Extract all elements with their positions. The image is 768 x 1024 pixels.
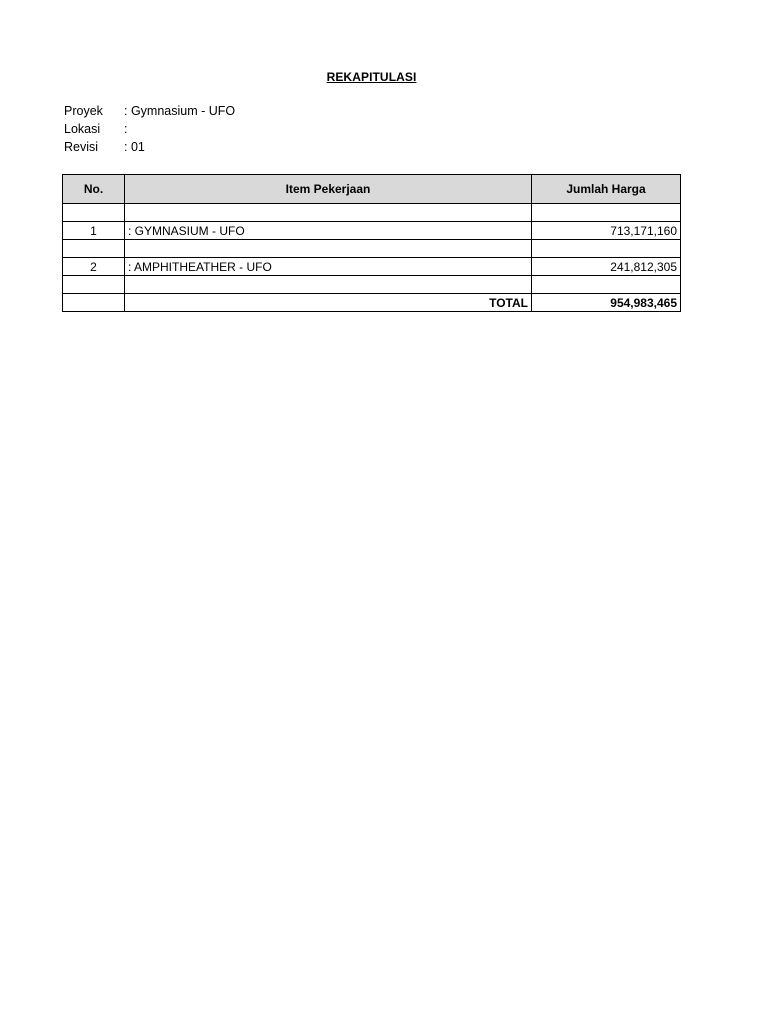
header-item: Item Pekerjaan — [125, 175, 532, 204]
empty-cell — [532, 204, 681, 222]
row-number: 2 — [63, 258, 125, 276]
empty-cell — [63, 294, 125, 312]
total-value: 954,983,465 — [532, 294, 681, 312]
table-row — [63, 258, 681, 276]
row-amount: 241,812,305 — [532, 258, 681, 276]
project-value: : Gymnasium - UFO — [124, 104, 236, 118]
spacer-row — [63, 240, 681, 258]
project-row — [64, 102, 235, 120]
empty-cell — [125, 204, 532, 222]
recap-table — [62, 174, 681, 312]
empty-cell — [125, 276, 532, 294]
location-label: Lokasi — [64, 122, 101, 136]
row-number: 1 — [63, 222, 125, 240]
empty-cell — [63, 276, 125, 294]
spacer-row — [63, 276, 681, 294]
empty-cell — [63, 240, 125, 258]
row-amount: 713,171,160 — [532, 222, 681, 240]
revision-value: : 01 — [124, 140, 145, 154]
document-title: REKAPITULASI — [326, 70, 417, 84]
revision-label: Revisi — [64, 140, 99, 154]
header-amount: Jumlah Harga — [532, 175, 681, 204]
empty-cell — [125, 240, 532, 258]
empty-cell — [532, 276, 681, 294]
row-item: : AMPHITHEATHER - UFO — [125, 258, 532, 276]
empty-cell — [532, 240, 681, 258]
location-value: : — [124, 122, 128, 136]
revision-row — [64, 138, 235, 156]
total-row — [63, 294, 681, 312]
project-label: Proyek — [64, 104, 103, 118]
location-row — [64, 120, 235, 138]
total-label: TOTAL — [125, 294, 532, 312]
empty-cell — [63, 204, 125, 222]
table-row — [63, 222, 681, 240]
header-no: No. — [63, 175, 125, 204]
spacer-row — [63, 204, 681, 222]
table-header-row — [63, 175, 681, 204]
row-item: : GYMNASIUM - UFO — [125, 222, 532, 240]
project-info — [64, 102, 235, 156]
